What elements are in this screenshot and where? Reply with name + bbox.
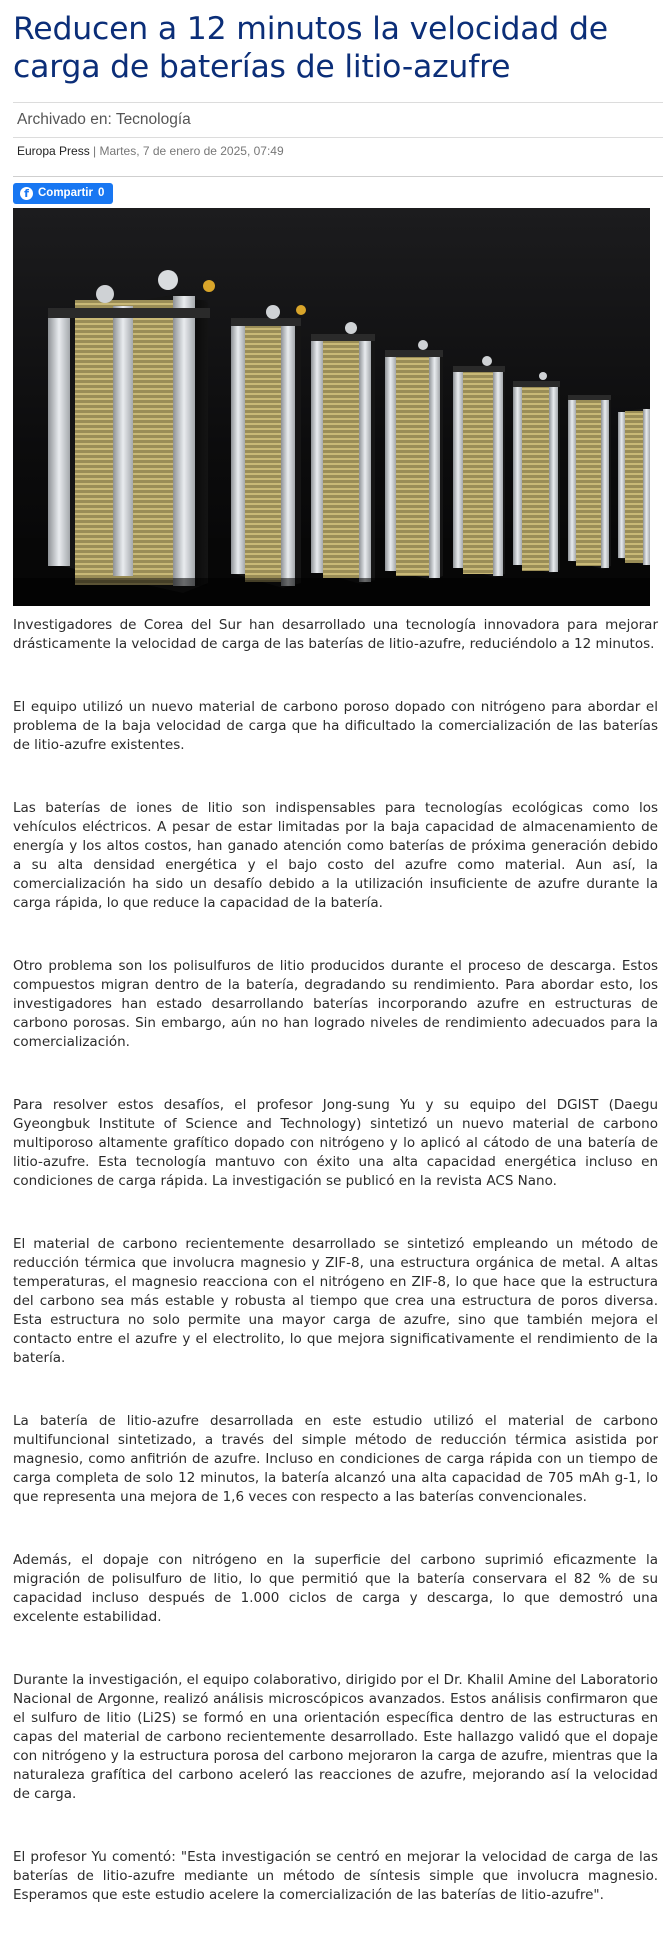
cell-1	[48, 270, 215, 593]
article-body	[13, 616, 658, 1949]
article-container	[13, 0, 663, 1903]
archive-label: Archivado en:	[17, 111, 112, 128]
paragraph: Para resolver estos desafíos, el profesor Jong-sung Yu y su equipo del DGIST (Daegu Gyeongbuk Institute of Science and Technology) sintetizó un nuevo material de carbono multiporoso altamente grafítico dopado con nitrógeno y lo aplicó al cátodo de una batería de litio-azufre. Esta tecnología mantuvo con éxito una alta capacidad energética incluso en condiciones de carga rápida. La investigación se publicó en la revista ACS Nano.	[13, 1097, 658, 1189]
cell-8	[618, 408, 650, 565]
cell-5	[453, 356, 505, 577]
source-name: Europa Press	[17, 144, 90, 158]
paragraph: Otro problema son los polisulfuros de litio producidos durante el proceso de descarga. Estos compuestos migran dentro de la batería, degradando su rendimiento. Para abordar esto, los investigadores han estado desarrollando baterías incorporando azufre en estructuras de carbono porosas. Sin embargo, aún no han logrado niveles de rendimiento adecuados para la comercialización.	[13, 958, 658, 1050]
paragraph: El material de carbono recientemente desarrollado se sintetizó empleando un método de reducción térmica que involucra magnesio y ZIF-8, una estructura orgánica de metal. A altas temperaturas, el magnesio reacciona con el nitrógeno en ZIF-8, lo que hace que la estructura del carbono sea más estable y robusta al tiempo que crea una estructura de poros diversa. Esta estructura no solo permite una mayor carga de azufre, sino que también mejora el contacto entre el azufre y el electrolito, lo que mejora significativamente el rendimiento de la batería.	[13, 1236, 658, 1366]
archive-category-link[interactable]: Tecnología	[115, 111, 191, 128]
share-label: Compartir	[38, 187, 93, 199]
archive-bar	[13, 102, 663, 138]
cell-6	[513, 372, 560, 573]
paragraph: El profesor Yu comentó: "Esta investigación se centró en mejorar la velocidad de carga de las baterías de litio-azufre mediante un método de síntesis simple que involucra magnesio. Esperamos que este estudio acelere la comercialización de las baterías de litio-azufre".	[13, 1849, 658, 1903]
byline-separator: |	[93, 144, 97, 158]
archive-line	[17, 111, 191, 129]
cell-2	[231, 305, 306, 588]
cell-4	[385, 340, 443, 580]
paragraph: Investigadores de Corea del Sur han desarrollado una tecnología innovadora para mejorar drásticamente la velocidad de carga de las baterías de litio-azufre, reduciéndolo a 12 minutos.	[13, 617, 658, 652]
facebook-share-button[interactable]	[13, 183, 113, 204]
cell-7	[568, 395, 611, 569]
byline	[17, 144, 284, 158]
publish-date: Martes, 7 de enero de 2025, 07:49	[99, 144, 284, 158]
paragraph: Durante la investigación, el equipo colaborativo, dirigido por el Dr. Khalil Amine del Laboratorio Nacional de Argonne, realizó análisis microscópicos avanzados. Estos análisis confirmaron que el sulfuro de litio (Li2S) se formó en una orientación específica dentro de las estructuras en capas del material de carbono recientemente desarrollado. Este hallazgo validó que el dopaje con nitrógeno y la estructura porosa del carbono mejoraron la carga de azufre, mientras que la naturaleza grafítica del carbono aceleró las reacciones de azufre, mejorando así la velocidad de carga.	[13, 1672, 658, 1802]
article-meta	[13, 140, 663, 177]
article-photo	[13, 208, 650, 606]
paragraph: Las baterías de iones de litio son indispensables para tecnologías ecológicas como los vehículos eléctricos. A pesar de estar limitadas por la baja capacidad de almacenamiento de energía y los altos costos, han ganado atención como baterías de próxima generación debido a su alta densidad energética y el bajo costo del azufre como material. Aun así, la comercialización ha sido un desafío debido a la utilización insuficiente de azufre durante la carga rápida, lo que reduce la capacidad de la batería.	[13, 800, 658, 911]
paragraph: Además, el dopaje con nitrógeno en la superficie del carbono suprimió eficazmente la migración de polisulfuro de litio, lo que permitió que la batería conservara el 82 % de su capacidad incluso después de 1.000 ciclos de carga y descarga, lo que demostró una excelente estabilidad.	[13, 1552, 658, 1625]
share-count: 0	[97, 187, 105, 199]
facebook-icon: f	[20, 187, 33, 200]
cell-3	[311, 322, 375, 584]
paragraph: La batería de litio-azufre desarrollada en este estudio utilizó el material de carbono multifuncional sintetizado, a través del simple método de reducción térmica asistida por magnesio, como anfitrión de azufre. Incluso en condiciones de carga rápida con un tiempo de carga completa de solo 12 minutos, la batería alcanzó una alta capacidad de 705 mAh g-1, lo que representa una mejora de 1,6 veces con respecto a las baterías convencionales.	[13, 1413, 658, 1505]
battery-cells-image	[13, 208, 650, 606]
paragraph: El equipo utilizó un nuevo material de carbono poroso dopado con nitrógeno para abordar el problema de la baja velocidad de carga que ha dificultado la comercialización de las baterías de litio-azufre existentes.	[13, 699, 658, 753]
article-title: Reducen a 12 minutos la velocidad de carga de baterías de litio-azufre	[13, 11, 608, 85]
